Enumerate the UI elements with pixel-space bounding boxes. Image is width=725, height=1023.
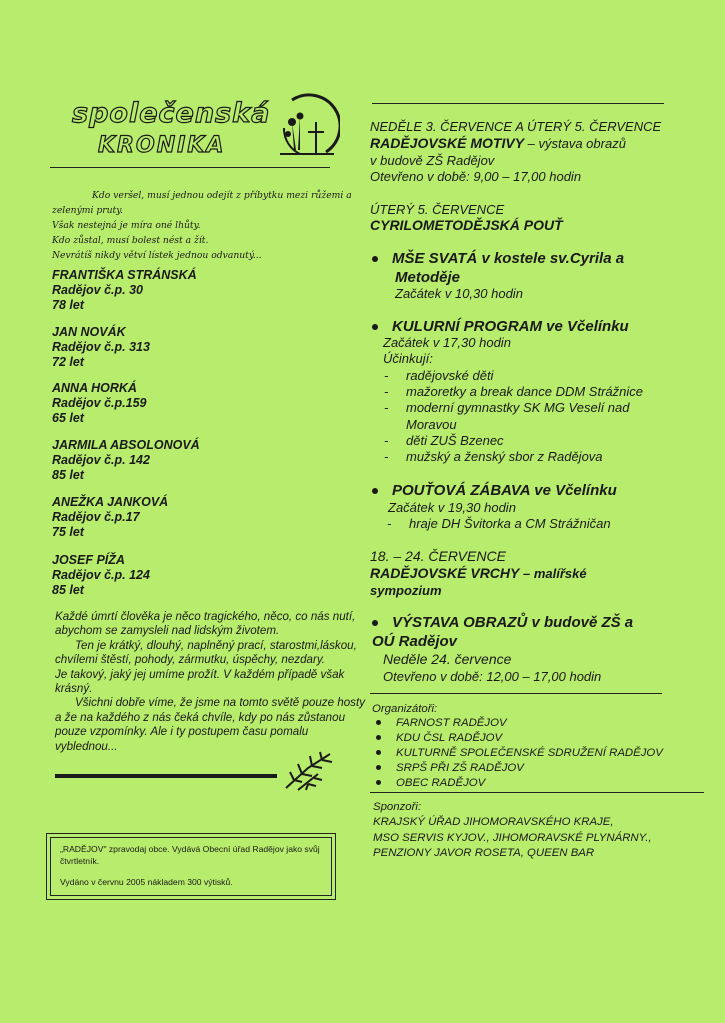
bullet-icon (376, 720, 381, 725)
poem-line: Však nestejná je míra oné lhůty. (52, 220, 201, 231)
bullet-icon (372, 488, 378, 494)
program-item-title: POUŤOVÁ ZÁBAVA ve Včelínku (392, 482, 617, 499)
poem-line: Kdo veršel, musí jednou odejít z příbytku mezi růžemi a (92, 190, 352, 201)
organizer-item (376, 731, 502, 746)
program-item-time: Začátek v 10,30 hodin (395, 286, 523, 301)
event2-title: CYRILOMETODĚJSKÁ POUŤ (370, 217, 563, 233)
obituary-name: ANEŽKA JANKOVÁ (52, 495, 169, 509)
event1-title (370, 135, 626, 152)
performer-item: - moderní gymnastky SK MG Veselí nad (384, 400, 630, 415)
column-top-rule (372, 103, 664, 104)
event1-place: v budově ZŠ Radějov (370, 153, 495, 168)
section-logo-spolecenska: společenská (72, 98, 271, 129)
obituary-name: JOSEF PÍŽA (52, 553, 125, 567)
event1-title-suffix: – výstava obrazů (524, 136, 626, 151)
poem-line: Nevrátíš nikdy větví lístek jednou odvanutý... (52, 250, 262, 261)
event2-date: ÚTERÝ 5. ČERVENCE (370, 202, 505, 217)
program-item (372, 249, 624, 268)
organizer-item (376, 746, 663, 761)
performer-text-cont: Moravou (406, 417, 457, 432)
reflection-paragraph: Ten je krátký, dlouhý, naplněný prací, starostmi,láskou, chvílemi štěstí, pohody, zármutku, úspěchy, nezdary. (55, 638, 357, 667)
performer-text: radějovské děti (406, 368, 494, 383)
bullet-icon (372, 256, 378, 262)
organizer-text: SRPŠ PŘI ZŠ RADĚJOV (396, 762, 524, 774)
obituary-age: 65 let (52, 411, 84, 425)
event3-title-main: RADĚJOVSKÉ VRCHY (370, 565, 520, 581)
obituary-age: 78 let (52, 298, 84, 312)
poem-line: Kdo zůstal, musí bolest nést a žít. (52, 235, 209, 246)
sponsors-rule (370, 792, 704, 793)
header-rule (50, 167, 330, 168)
organizer-text: KULTURNĚ SPOLEČENSKÉ SDRUŽENÍ RADĚJOV (396, 747, 663, 759)
reflection-paragraph: Je takový, jaký jej umíme prožít. V každém případě však krásný. (55, 667, 345, 696)
performer-item: - děti ZUŠ Bzenec (384, 433, 504, 448)
event3-date: 18. – 24. ČERVENCE (370, 548, 506, 564)
obituary-entry (52, 553, 302, 598)
performer-text: děti ZUŠ Bzenec (406, 433, 504, 448)
performer-item: - radějovské děti (384, 368, 494, 383)
organizer-text: KDU ČSL RADĚJOV (396, 732, 503, 744)
program-item-date: Neděle 24. července (383, 651, 512, 667)
imprint-box (46, 833, 336, 900)
bullet-icon (372, 620, 378, 626)
fern-decoration-icon (278, 750, 340, 792)
obituary-address: Radějov č.p. 313 (52, 340, 150, 354)
memorial-emblem-icon (278, 92, 340, 162)
organizer-item (376, 716, 507, 731)
divider-bar (55, 774, 277, 778)
bullet-icon (376, 765, 381, 770)
bullet-icon (376, 735, 381, 740)
performer-text: hraje DH Švitorka a CM Strážničan (409, 516, 611, 531)
program-item (372, 613, 633, 632)
bullet-icon (376, 780, 381, 785)
obituary-address: Radějov č.p. 142 (52, 453, 150, 467)
event3-title-suffix: – malířské (519, 566, 587, 581)
obituary-address: Radějov č.p.17 (52, 510, 140, 524)
event1-hours: Otevřeno v době: 9,00 – 17,00 hodin (370, 169, 582, 184)
section-logo-kronika: KRONIKA (98, 133, 226, 158)
obituary-name: JARMILA ABSOLONOVÁ (52, 438, 200, 452)
program-item-title: VÝSTAVA OBRAZŮ v budově ZŠ a (392, 614, 634, 631)
program-item-title-cont: OÚ Radějov (372, 633, 458, 650)
program-item-title: MŠE SVATÁ v kostele sv.Cyrila a (392, 250, 625, 267)
program-item-time: Začátek v 17,30 hodin (383, 335, 511, 350)
sponsor-line: PENZIONY JAVOR ROSETA, QUEEN BAR (373, 847, 595, 859)
reflection-paragraph: Každé úmrtí člověka je něco tragického, něco, co nás nutí, abychom se zamysleli nad lidským životem. (55, 610, 356, 638)
obituary-entry (52, 495, 302, 540)
event3-title (370, 565, 587, 582)
event1-date: NEDĚLE 3. ČERVENCE A ÚTERÝ 5. ČERVENCE (370, 119, 662, 134)
obituary-entry (52, 438, 302, 483)
performers-label: Účinkují: (383, 351, 433, 366)
imprint-publisher: „RADĚJOV" zpravodaj obce. Vydává Obecní úřad Radějov jako svůj čtvrtletník. (60, 844, 320, 866)
performer-text: moderní gymnastky SK MG Veselí nad (406, 400, 630, 415)
imprint-edition: Vydáno v červnu 2005 nákladem 300 výtisků. (60, 877, 233, 887)
obituary-name: ANNA HORKÁ (52, 381, 137, 395)
performer-text: mužský a ženský sbor z Radějova (406, 449, 603, 464)
reflection-text (55, 610, 365, 754)
obituary-age: 72 let (52, 355, 84, 369)
obituary-entry (52, 268, 302, 313)
obituary-name: JAN NOVÁK (52, 325, 126, 339)
obituary-address: Radějov č.p. 124 (52, 568, 150, 582)
bullet-icon (376, 750, 381, 755)
performer-item: - mažoretky a break dance DDM Strážnice (384, 384, 643, 399)
bullet-icon (372, 324, 378, 330)
obituary-age: 85 let (52, 583, 84, 597)
organizer-item (376, 761, 524, 776)
obituary-address: Radějov č.p. 30 (52, 283, 144, 297)
program-item-title: KULURNÍ PROGRAM ve Včelínku (392, 318, 629, 335)
organizers-rule (370, 693, 662, 694)
program-item-hours: Otevřeno v době: 12,00 – 17,00 hodin (383, 669, 602, 684)
obituary-entry (52, 325, 302, 370)
organizer-text: FARNOST RADĚJOV (396, 717, 507, 729)
organizer-item (376, 776, 485, 791)
event3-title-cont: sympozium (370, 583, 442, 598)
program-item-title-cont: Metoděje (395, 269, 461, 286)
performer-text: mažoretky a break dance DDM Strážnice (406, 384, 643, 399)
poem (52, 188, 352, 263)
reflection-paragraph: Všichni dobře víme, že jsme na tomto světě pouze hosty a že na každého z nás čeká chvíle, kdy po nás zůstanou pouze vzpomínky. Ale i ty postupem času pomalu vyblednou... (55, 696, 365, 753)
poem-line: zelenými pruty. (52, 205, 124, 216)
event1-title-main: RADĚJOVSKÉ MOTIVY (370, 135, 525, 151)
obituary-age: 75 let (52, 525, 84, 539)
organizers-label: Organizátoři: (372, 703, 438, 715)
sponsor-line: KRAJSKÝ ÚŘAD JIHOMORAVSKÉHO KRAJE, (373, 816, 614, 828)
program-item (372, 481, 617, 500)
obituary-entry (52, 381, 302, 426)
organizer-text: OBEC RADĚJOV (396, 777, 486, 789)
sponsor-line: MSO SERVIS KYJOV., JIHOMORAVSKÉ PLYNÁRNY., (373, 832, 652, 844)
obituary-address: Radějov č.p.159 (52, 396, 147, 410)
performer-item: - mužský a ženský sbor z Radějova (384, 449, 603, 464)
obituary-name: FRANTIŠKA STRÁNSKÁ (52, 268, 197, 282)
obituary-age: 85 let (52, 468, 84, 482)
program-item-time: Začátek v 19,30 hodin (388, 500, 516, 515)
sponsors-label: Sponzoři: (373, 801, 422, 813)
performer-item: - hraje DH Švitorka a CM Strážničan (387, 516, 611, 531)
